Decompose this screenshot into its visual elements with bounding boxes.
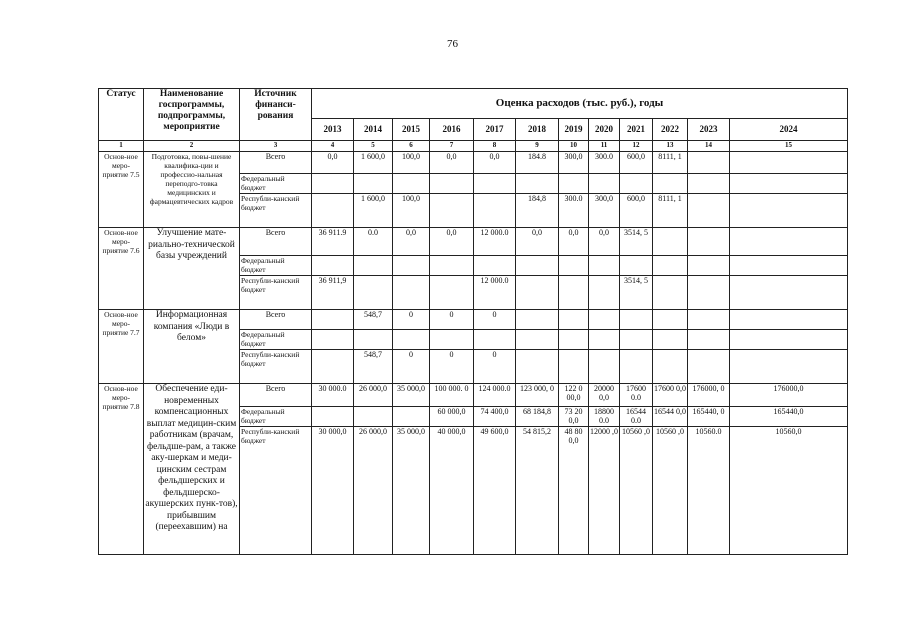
value-cell: 26 000,0 (354, 384, 393, 407)
value-cell: 548,7 (354, 350, 393, 384)
value-cell (730, 350, 848, 384)
value-cell: 3514, 5 (620, 228, 653, 256)
value-cell: 0,0 (312, 152, 354, 174)
value-cell (653, 276, 688, 310)
value-cell: 10560 ,0 (620, 427, 653, 555)
year-header: 2015 (393, 119, 430, 141)
value-cell: 17600 0,0 (653, 384, 688, 407)
value-cell (516, 330, 559, 350)
value-cell (393, 256, 430, 276)
value-cell: 60 000,0 (430, 407, 474, 427)
value-cell: 0 (430, 350, 474, 384)
value-cell (312, 407, 354, 427)
value-cell: 300,0 (559, 152, 589, 174)
value-cell (620, 174, 653, 194)
value-cell (730, 194, 848, 228)
value-cell: 100 000. 0 (430, 384, 474, 407)
value-cell (393, 330, 430, 350)
value-cell (730, 152, 848, 174)
value-cell (474, 194, 516, 228)
value-cell: 0,0 (430, 152, 474, 174)
value-cell: 20000 0,0 (589, 384, 620, 407)
table-row (99, 310, 848, 330)
value-cell (653, 310, 688, 330)
value-cell: 0 (430, 310, 474, 330)
value-cell: 0 (474, 350, 516, 384)
value-cell: 16544 0.0 (620, 407, 653, 427)
value-cell (354, 256, 393, 276)
value-cell: 0,0 (474, 152, 516, 174)
year-header: 2016 (430, 119, 474, 141)
year-header: 2014 (354, 119, 393, 141)
value-cell: 0 (393, 350, 430, 384)
value-cell: 600,0 (620, 194, 653, 228)
column-number: 11 (589, 141, 620, 152)
value-cell: 1 600,0 (354, 194, 393, 228)
value-cell (354, 330, 393, 350)
value-cell: 0,0 (393, 228, 430, 256)
measure-name-cell: Обеспечение еди-новременных компенсационных выплат медицин-ским работникам (врачам, фельдше-рам, а также аку-шеркам и меди-цинским сестрам фельдшерских и фельдшерско-акушерских пунк-тов), прибывшим (переехавшим) на (144, 384, 240, 555)
value-cell (620, 310, 653, 330)
value-cell (559, 310, 589, 330)
value-cell: 300.0 (559, 194, 589, 228)
year-header: 2022 (653, 119, 688, 141)
value-cell (474, 330, 516, 350)
value-cell (354, 407, 393, 427)
value-cell (620, 350, 653, 384)
value-cell: 36 911.9 (312, 228, 354, 256)
value-cell (354, 276, 393, 310)
year-header: 2019 (559, 119, 589, 141)
value-cell (589, 276, 620, 310)
value-cell (559, 256, 589, 276)
value-cell: 68 184,8 (516, 407, 559, 427)
column-number: 7 (430, 141, 474, 152)
value-cell: 165440, 0 (688, 407, 730, 427)
value-cell (393, 174, 430, 194)
value-cell: 0 (474, 310, 516, 330)
year-header: 2021 (620, 119, 653, 141)
value-cell (653, 228, 688, 256)
value-cell (589, 330, 620, 350)
value-cell: 30 000.0 (312, 384, 354, 407)
value-cell: 54 815,2 (516, 427, 559, 555)
value-cell: 26 000,0 (354, 427, 393, 555)
table-row (99, 384, 848, 407)
value-cell: 184.8 (516, 152, 559, 174)
value-cell: 18800 0.0 (589, 407, 620, 427)
value-cell (688, 228, 730, 256)
value-cell: 16544 0,0 (653, 407, 688, 427)
funding-source-cell: Республи-канский бюджет (240, 276, 312, 310)
value-cell (312, 330, 354, 350)
table-row (99, 152, 848, 174)
value-cell: 100,0 (393, 194, 430, 228)
value-cell (730, 276, 848, 310)
value-cell (653, 350, 688, 384)
status-cell: Основ-ное меро-приятие 7.8 (99, 384, 144, 555)
value-cell: 40 000,0 (430, 427, 474, 555)
value-cell: 0 (393, 310, 430, 330)
value-cell: 12000 ,0 (589, 427, 620, 555)
funding-source-cell: Федеральный бюджет (240, 256, 312, 276)
table-row (99, 228, 848, 256)
column-number: 15 (730, 141, 848, 152)
value-cell (730, 310, 848, 330)
column-number: 6 (393, 141, 430, 152)
value-cell: 300.0 (589, 152, 620, 174)
value-cell (559, 330, 589, 350)
value-cell (559, 174, 589, 194)
value-cell (430, 276, 474, 310)
value-cell: 17600 0.0 (620, 384, 653, 407)
value-cell (730, 256, 848, 276)
value-cell: 10560 ,0 (653, 427, 688, 555)
value-cell (688, 276, 730, 310)
status-cell: Основ-ное меро-приятие 7.5 (99, 152, 144, 228)
funding-source-cell: Всего (240, 384, 312, 407)
value-cell (730, 174, 848, 194)
value-cell: 124 000.0 (474, 384, 516, 407)
value-cell (430, 194, 474, 228)
value-cell: 10560,0 (730, 427, 848, 555)
year-header: 2020 (589, 119, 620, 141)
year-header: 2013 (312, 119, 354, 141)
value-cell (393, 276, 430, 310)
value-cell (688, 256, 730, 276)
year-header: 2018 (516, 119, 559, 141)
value-cell: 36 911,9 (312, 276, 354, 310)
value-cell (312, 350, 354, 384)
value-cell (730, 228, 848, 256)
value-cell (312, 194, 354, 228)
value-cell (688, 350, 730, 384)
funding-source-cell: Федеральный бюджет (240, 330, 312, 350)
year-header: 2017 (474, 119, 516, 141)
year-header: 2024 (730, 119, 848, 141)
value-cell (730, 330, 848, 350)
funding-source-cell: Федеральный бюджет (240, 407, 312, 427)
status-cell: Основ-ное меро-приятие 7.7 (99, 310, 144, 384)
column-number: 4 (312, 141, 354, 152)
value-cell (559, 276, 589, 310)
value-cell (312, 310, 354, 330)
value-cell (688, 194, 730, 228)
value-cell: 0,0 (430, 228, 474, 256)
value-cell (559, 350, 589, 384)
header-status: Статус (99, 89, 144, 141)
value-cell: 12 000.0 (474, 228, 516, 256)
value-cell: 176000, 0 (688, 384, 730, 407)
header-name: Наименование госпрограммы, подпрограммы, мероприятие (144, 89, 240, 141)
value-cell: 74 400,0 (474, 407, 516, 427)
value-cell: 184,8 (516, 194, 559, 228)
value-cell: 48 80 0,0 (559, 427, 589, 555)
funding-source-cell: Республи-канский бюджет (240, 427, 312, 555)
page-number: 76 (447, 38, 458, 50)
year-header: 2023 (688, 119, 730, 141)
column-number: 10 (559, 141, 589, 152)
value-cell: 100,0 (393, 152, 430, 174)
value-cell (589, 350, 620, 384)
value-cell (589, 174, 620, 194)
measure-name-cell: Подготовка, повы-шение квалифика-ции и профессио-нальная переподго-товка медицинских и фармацевтических кадров (144, 152, 240, 228)
value-cell (430, 256, 474, 276)
value-cell: 8111, 1 (653, 194, 688, 228)
value-cell (620, 330, 653, 350)
column-number: 12 (620, 141, 653, 152)
value-cell: 176000,0 (730, 384, 848, 407)
value-cell (354, 174, 393, 194)
value-cell: 35 000,0 (393, 384, 430, 407)
column-number: 13 (653, 141, 688, 152)
value-cell (474, 256, 516, 276)
value-cell (589, 256, 620, 276)
budget-table (98, 88, 848, 555)
status-cell: Основ-ное меро-приятие 7.6 (99, 228, 144, 310)
value-cell: 600,0 (620, 152, 653, 174)
value-cell (688, 174, 730, 194)
measure-name-cell: Информационная компания «Люди в белом» (144, 310, 240, 384)
value-cell (653, 174, 688, 194)
value-cell: 122 0 00,0 (559, 384, 589, 407)
column-number: 8 (474, 141, 516, 152)
value-cell (430, 330, 474, 350)
value-cell: 73 20 0,0 (559, 407, 589, 427)
measure-name-cell: Улучшение мате-риально-технической базы учреждений (144, 228, 240, 310)
funding-source-cell: Всего (240, 152, 312, 174)
header-source: Источник финанси-рования (240, 89, 312, 141)
funding-source-cell: Республи-канский бюджет (240, 350, 312, 384)
value-cell (653, 330, 688, 350)
value-cell: 49 600,0 (474, 427, 516, 555)
value-cell: 165440,0 (730, 407, 848, 427)
value-cell: 1 600,0 (354, 152, 393, 174)
value-cell (516, 310, 559, 330)
column-number: 5 (354, 141, 393, 152)
value-cell: 12 000.0 (474, 276, 516, 310)
value-cell: 123 000, 0 (516, 384, 559, 407)
funding-source-cell: Всего (240, 310, 312, 330)
value-cell: 548,7 (354, 310, 393, 330)
value-cell (653, 256, 688, 276)
value-cell (688, 330, 730, 350)
value-cell: 10560.0 (688, 427, 730, 555)
value-cell (688, 310, 730, 330)
value-cell (516, 174, 559, 194)
value-cell: 0.0 (354, 228, 393, 256)
value-cell (516, 350, 559, 384)
value-cell: 3514, 5 (620, 276, 653, 310)
value-cell: 0,0 (559, 228, 589, 256)
column-number: 3 (240, 141, 312, 152)
value-cell: 8111, 1 (653, 152, 688, 174)
value-cell (688, 152, 730, 174)
value-cell (589, 310, 620, 330)
value-cell (430, 174, 474, 194)
value-cell (393, 407, 430, 427)
value-cell: 0,0 (589, 228, 620, 256)
column-number: 2 (144, 141, 240, 152)
value-cell (474, 174, 516, 194)
value-cell (516, 276, 559, 310)
column-number: 9 (516, 141, 559, 152)
value-cell (312, 256, 354, 276)
column-number: 1 (99, 141, 144, 152)
value-cell (516, 256, 559, 276)
funding-source-cell: Федеральный бюджет (240, 174, 312, 194)
column-number: 14 (688, 141, 730, 152)
value-cell: 35 000,0 (393, 427, 430, 555)
value-cell: 0,0 (516, 228, 559, 256)
value-cell: 30 000,0 (312, 427, 354, 555)
value-cell (620, 256, 653, 276)
value-cell (312, 174, 354, 194)
value-cell: 300,0 (589, 194, 620, 228)
funding-source-cell: Республи-канский бюджет (240, 194, 312, 228)
funding-source-cell: Всего (240, 228, 312, 256)
header-estimate: Оценка расходов (тыс. руб.), годы (312, 89, 848, 119)
